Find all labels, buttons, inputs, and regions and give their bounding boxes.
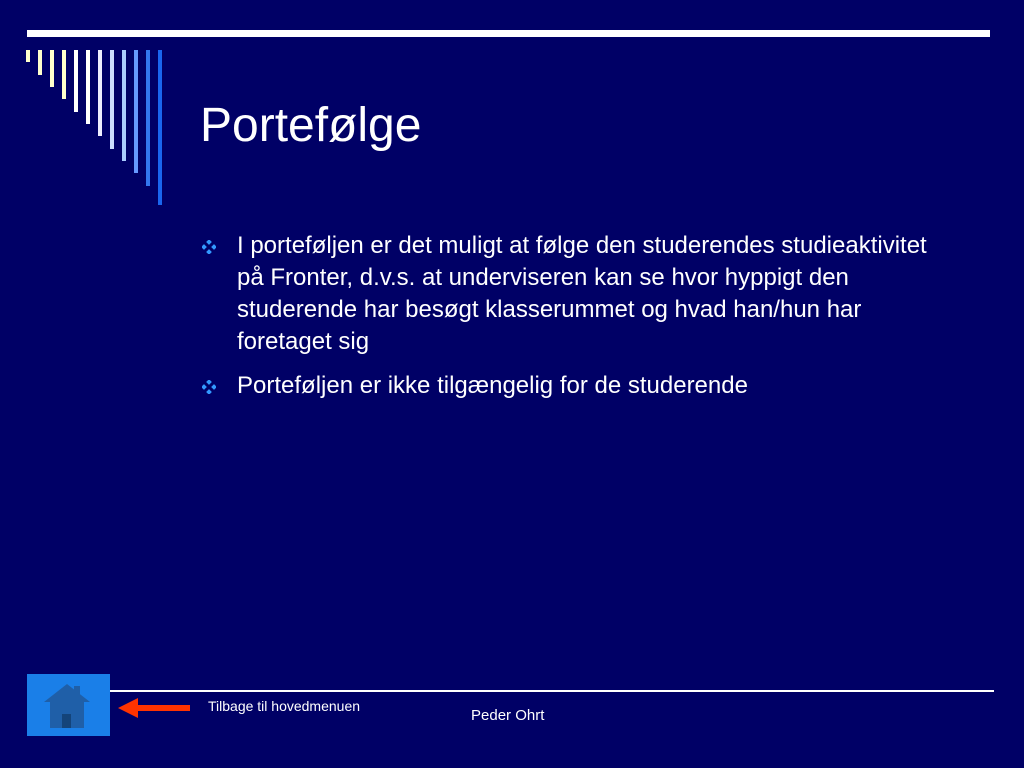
deco-bar bbox=[98, 50, 102, 136]
decorative-bars bbox=[0, 0, 180, 220]
bullet-item bbox=[200, 370, 940, 402]
back-to-main-menu-link[interactable]: Tilbage til hovedmenuen bbox=[208, 698, 361, 714]
home-icon bbox=[42, 680, 92, 730]
deco-bar bbox=[134, 50, 138, 173]
deco-bar bbox=[86, 50, 90, 124]
deco-bar bbox=[26, 50, 30, 62]
bullet-list bbox=[200, 230, 940, 414]
left-arrow-icon[interactable] bbox=[116, 696, 192, 720]
diamond-bullet-icon bbox=[202, 380, 216, 394]
deco-bar bbox=[158, 50, 162, 205]
author-name: Peder Ohrt bbox=[471, 707, 545, 724]
bottom-rule bbox=[110, 690, 994, 692]
diamond-bullet-icon bbox=[202, 240, 216, 254]
deco-bar bbox=[62, 50, 66, 99]
bullet-item bbox=[200, 230, 940, 358]
deco-bar bbox=[122, 50, 126, 161]
deco-bar bbox=[146, 50, 150, 186]
deco-bar bbox=[38, 50, 42, 75]
deco-bar bbox=[110, 50, 114, 149]
home-button[interactable] bbox=[27, 674, 110, 736]
bullet-text: I porteføljen er det muligt at følge den studerendes studieaktivitet på Fronter, d.v.s. at underviseren kan se hvor hyppigt den studerende har besøgt klasserummet og hvad han/hun har foretaget sig bbox=[237, 232, 927, 355]
deco-bar bbox=[74, 50, 78, 112]
slide-title: Portefølge bbox=[200, 99, 422, 152]
bullet-text: Porteføljen er ikke tilgængelig for de studerende bbox=[237, 372, 748, 399]
deco-bar bbox=[50, 50, 54, 87]
